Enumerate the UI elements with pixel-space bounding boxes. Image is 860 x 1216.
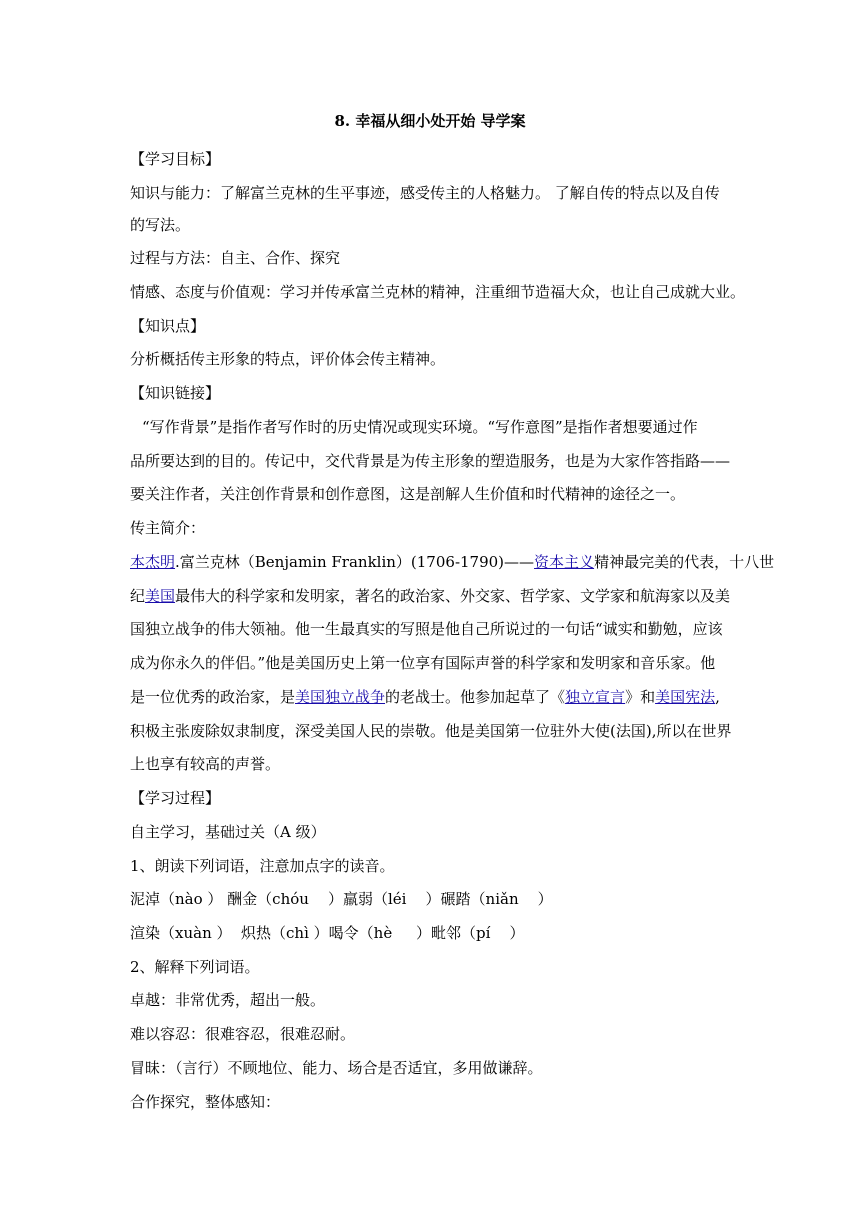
- section-heading-knowledge-link: 【知识链接】: [130, 384, 221, 402]
- biography-line6: 积极主张废除奴隶制度，深受美国人民的崇敬。他是美国第一位驻外大使(法国),所以在世界: [130, 722, 732, 740]
- biography-line1: 本杰明.富兰克林（Benjamin Franklin）(1706-1790)——资本主义精神最完美的代表，十八世: [130, 553, 775, 571]
- link-independence-war[interactable]: 美国独立战争: [295, 688, 386, 706]
- question-1: 1、朗读下列词语，注意加点字的读音。: [130, 857, 395, 875]
- link-declaration[interactable]: 独立宣言: [565, 688, 626, 706]
- link-usa[interactable]: 美国: [145, 587, 176, 605]
- document-title: 8. 幸福从细小处开始 导学案: [334, 112, 526, 130]
- goal-knowledge-line1: 知识与能力：了解富兰克林的生平事迹，感受传主的人格魅力。 了解自传的特点以及自传: [130, 184, 720, 202]
- biography-line7: 上也享有较高的声誉。: [130, 755, 281, 773]
- biography-line3: 国独立战争的伟大领袖。他一生最真实的写照是他自己所说过的一句话“诚实和勤勉，应该: [130, 620, 723, 638]
- pronunciation-row1: 泥淖（nào ） 酬金（chóu ）羸弱（léi ）碾踏（niǎn ）: [130, 890, 553, 908]
- goal-process: 过程与方法：自主、合作、探究: [130, 249, 341, 267]
- cooperative-heading: 合作探究，整体感知：: [130, 1093, 281, 1111]
- link-constitution[interactable]: 美国宪法: [655, 688, 716, 706]
- link-benjamin[interactable]: 本杰明: [130, 553, 176, 571]
- goal-emotion: 情感、态度与价值观：学习并传承富兰克林的精神，注重细节造福大众，也让自己成就大业。: [130, 283, 746, 301]
- goal-knowledge-line2: 的写法。: [130, 216, 191, 234]
- question-2: 2、解释下列词语。: [130, 958, 260, 976]
- link-capitalism[interactable]: 资本主义: [534, 553, 595, 571]
- definition-1: 卓越：非常优秀，超出一般。: [130, 991, 326, 1009]
- self-study-heading: 自主学习，基础过关（A 级）: [130, 823, 326, 841]
- definition-3: 冒昧：（言行）不顾地位、能力、场合是否适宜，多用做谦辞。: [130, 1059, 543, 1077]
- knowledge-link-line1: “写作背景”是指作者写作时的历史情况或现实环境。“写作意图”是指作者想要通过作: [142, 418, 698, 436]
- pronunciation-row2: 渲染（xuàn ） 炽热（chì ）喝令（hè ）毗邻（pí ）: [130, 924, 525, 942]
- knowledge-link-line2: 品所要达到的目的。传记中，交代背景是为传主形象的塑造服务，也是为大家作答指路——: [130, 452, 731, 470]
- section-heading-goals: 【学习目标】: [130, 150, 221, 168]
- knowledge-link-line3: 要关注作者，关注创作背景和创作意图，这是剖解人生价值和时代精神的途径之一。: [130, 485, 686, 503]
- section-heading-knowledge-point: 【知识点】: [130, 317, 206, 335]
- definition-2: 难以容忍：很难容忍，很难忍耐。: [130, 1025, 356, 1043]
- biography-line4: 成为你永久的伴侣。”他是美国历史上第一位享有国际声誉的科学家和发明家和音乐家。他: [130, 654, 716, 672]
- biography-heading: 传主简介：: [130, 519, 206, 537]
- knowledge-point-text: 分析概括传主形象的特点，评价体会传主精神。: [130, 350, 446, 368]
- biography-line2: 纪美国最伟大的科学家和发明家，著名的政治家、外交家、哲学家、文学家和航海家以及美: [130, 587, 731, 605]
- section-heading-process: 【学习过程】: [130, 789, 221, 807]
- biography-line5: 是一位优秀的政治家，是美国独立战争的老战士。他参加起草了《独立宣言》和美国宪法,: [130, 688, 720, 706]
